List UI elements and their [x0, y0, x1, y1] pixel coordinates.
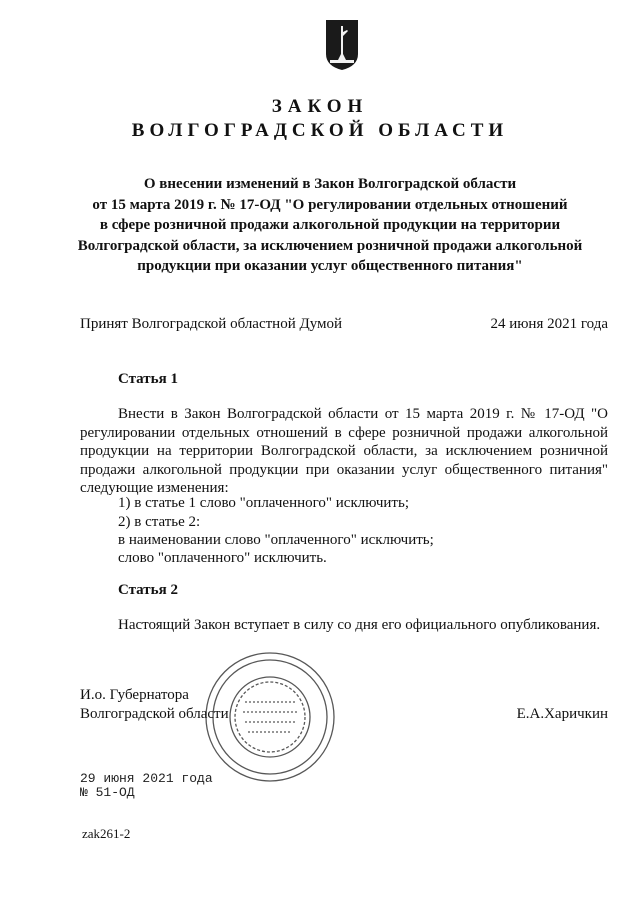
signatory-title-line: Волгоградской области [80, 706, 229, 722]
signatory-title [80, 686, 229, 724]
adoption-date: 24 июня 2021 года [490, 316, 608, 332]
law-subject [60, 174, 600, 277]
article-1-body [80, 405, 608, 498]
article-1-item-2: 2) в статье 2: [118, 514, 201, 530]
article-1-item-2a: в наименовании слово "оплаченного" исключить; [118, 532, 434, 548]
subject-line: от 15 марта 2019 г. № 17-ОД "О регулировании отдельных отношений [92, 196, 568, 213]
registration-block [80, 772, 213, 800]
region-title: ВОЛГОГРАДСКОЙ ОБЛАСТИ [131, 120, 509, 141]
adoption-statement: Принят Волгоградской областной Думой [80, 316, 343, 332]
article-1-item-1: 1) в статье 1 слово "оплаченного" исключить; [118, 495, 409, 511]
subject-line: в сфере розничной продажи алкогольной продукции на территории [99, 217, 561, 233]
registration-date: 29 июня 2021 года [80, 771, 213, 786]
signatory-title-line: И.о. Губернатора [80, 687, 189, 703]
subject-line: продукции при оказании услуг общественного питания" [137, 258, 523, 274]
coat-of-arms-icon [324, 18, 360, 72]
article-1-heading: Статья 1 [118, 371, 178, 387]
document-code: zak261-2 [82, 826, 131, 841]
article-2-heading: Статья 2 [118, 582, 178, 598]
subject-line: Волгоградской области, за исключением розничной продажи алкогольной [77, 237, 583, 254]
article-1-item-2b: слово "оплаченного" исключить. [118, 550, 327, 566]
registration-number: № 51-ОД [80, 785, 135, 800]
article-2-body: Настоящий Закон вступает в силу со дня его официального опубликования. [118, 617, 601, 633]
article-1-text: Внести в Закон Волгоградской области от 15 марта 2019 г. № 17-ОД "О регулировании отдельных отношений в сфере розничной продажи алкогольной продукции на территории Волгоградской области, за исключением розничной продажи алкогольной продукции при оказании услуг общественного питания" следующие изменения: [80, 406, 608, 496]
subject-line: О внесении изменений в Закон Волгоградской области [143, 176, 517, 192]
document-type-title: ЗАКОН [271, 96, 369, 117]
signatory-name: Е.А.Харичкин [516, 706, 608, 722]
